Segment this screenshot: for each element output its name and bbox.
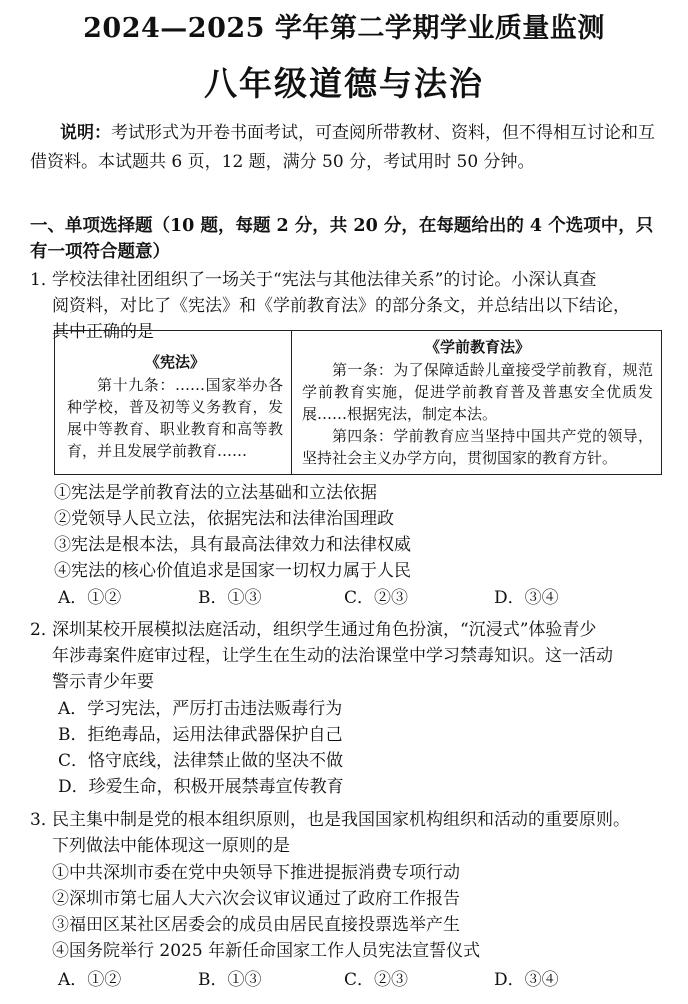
- option-b: B．①③: [198, 588, 262, 608]
- table-cell-title: 《学前教育法》: [424, 338, 530, 356]
- statement: ③宪法是根本法，具有最高法律效力和法律权威: [54, 535, 411, 555]
- table-cell-preschool-law: [292, 331, 661, 474]
- option-d: D．③④: [494, 588, 559, 608]
- option-a: A．①②: [58, 588, 122, 608]
- statement: ③福田区某社区居委会的成员由居民直接投票选举产生: [52, 915, 460, 935]
- option-d: D．珍爱生命，积极开展禁毒宣传教育: [58, 777, 344, 797]
- section-title-cont: 有一项符合题意）: [30, 242, 170, 262]
- option-a: A．①②: [58, 970, 122, 990]
- question-number: 1．: [30, 270, 58, 290]
- question-stem-line: 深圳某校开展模拟法庭活动，组织学生通过角色扮演，“沉浸式”体验青少: [52, 620, 597, 640]
- exam-title: 2024—2025 学年第二学期学业质量监测: [83, 13, 605, 44]
- subject-title: 八年级道德与法治: [204, 64, 484, 103]
- statement: ①中共深圳市委在党中央领导下推进提振消费专项行动: [52, 863, 460, 883]
- question-stem-line: 其中正确的是: [52, 322, 154, 342]
- statement: ②党领导人民立法，依据宪法和法律治国理政: [54, 509, 394, 529]
- question-stem-line: 警示青少年要: [52, 672, 154, 692]
- option-b: B．拒绝毒品，运用法律武器保护自己: [58, 725, 343, 745]
- option-b: B．①③: [198, 970, 262, 990]
- table-cell-text: 第十九条：……国家举办各种学校，普及初等义务教育，发展中等教育、职业教育和高等教育，并且发展学前教育……: [67, 376, 283, 460]
- section-title: 一、单项选择题（10 题，每题 2 分，共 20 分，在每题给出的 4 个选项中，只: [30, 216, 654, 236]
- table-cell-text: 第四条：学前教育应当坚持中国共产党的领导，坚持社会主义办学方向，贯彻国家的教育方针。: [302, 427, 653, 467]
- statement: ④国务院举行 2025 年新任命国家工作人员宪法宣誓仪式: [52, 941, 481, 961]
- option-d: D．③④: [494, 970, 559, 990]
- table-cell-text: 第一条：为了保障适龄儿童接受学前教育，规范学前教育实施，促进学前教育普及普惠安全优质发展……根据宪法，制定本法。: [302, 361, 653, 423]
- question-stem-line: 学校法律社团组织了一场关于“宪法与其他法律关系”的讨论。小深认真查: [52, 270, 597, 290]
- question-stem-line: 年涉毒案件庭审过程，让学生在生动的法治课堂中学习禁毒知识。这一活动: [52, 646, 613, 666]
- statement: ①宪法是学前教育法的立法基础和立法依据: [54, 483, 377, 503]
- question-number: 2．: [30, 620, 58, 640]
- instructions: [30, 119, 660, 177]
- statement: ④宪法的核心价值追求是国家一切权力属于人民: [54, 561, 411, 581]
- question-stem-line: 下列做法中能体现这一原则的是: [52, 836, 290, 856]
- question-number: 3．: [30, 810, 58, 830]
- option-c: C．②③: [344, 588, 409, 608]
- instructions-text: 考试形式为开卷书面考试，可查阅所带教材、资料，但不得相互讨论和互借资料。本试题共 6 页，12 题，满分 50 分，考试用时 50 分钟。: [30, 123, 655, 172]
- instructions-label: 说明：: [60, 123, 111, 143]
- option-c: C．恪守底线，法律禁止做的坚决不做: [58, 751, 344, 771]
- option-a: A．学习宪法，严厉打击违法贩毒行为: [58, 699, 343, 719]
- table-cell-constitution: [55, 331, 292, 474]
- law-comparison-table: [54, 330, 662, 475]
- option-c: C．②③: [344, 970, 409, 990]
- question-stem-line: 民主集中制是党的根本组织原则，也是我国国家机构组织和活动的重要原则。: [52, 810, 630, 830]
- table-cell-title: 《宪法》: [144, 353, 205, 371]
- statement: ②深圳市第七届人大六次会议审议通过了政府工作报告: [52, 889, 460, 909]
- question-stem-line: 阅资料，对比了《宪法》和《学前教育法》的部分条文，并总结出以下结论，: [52, 296, 630, 316]
